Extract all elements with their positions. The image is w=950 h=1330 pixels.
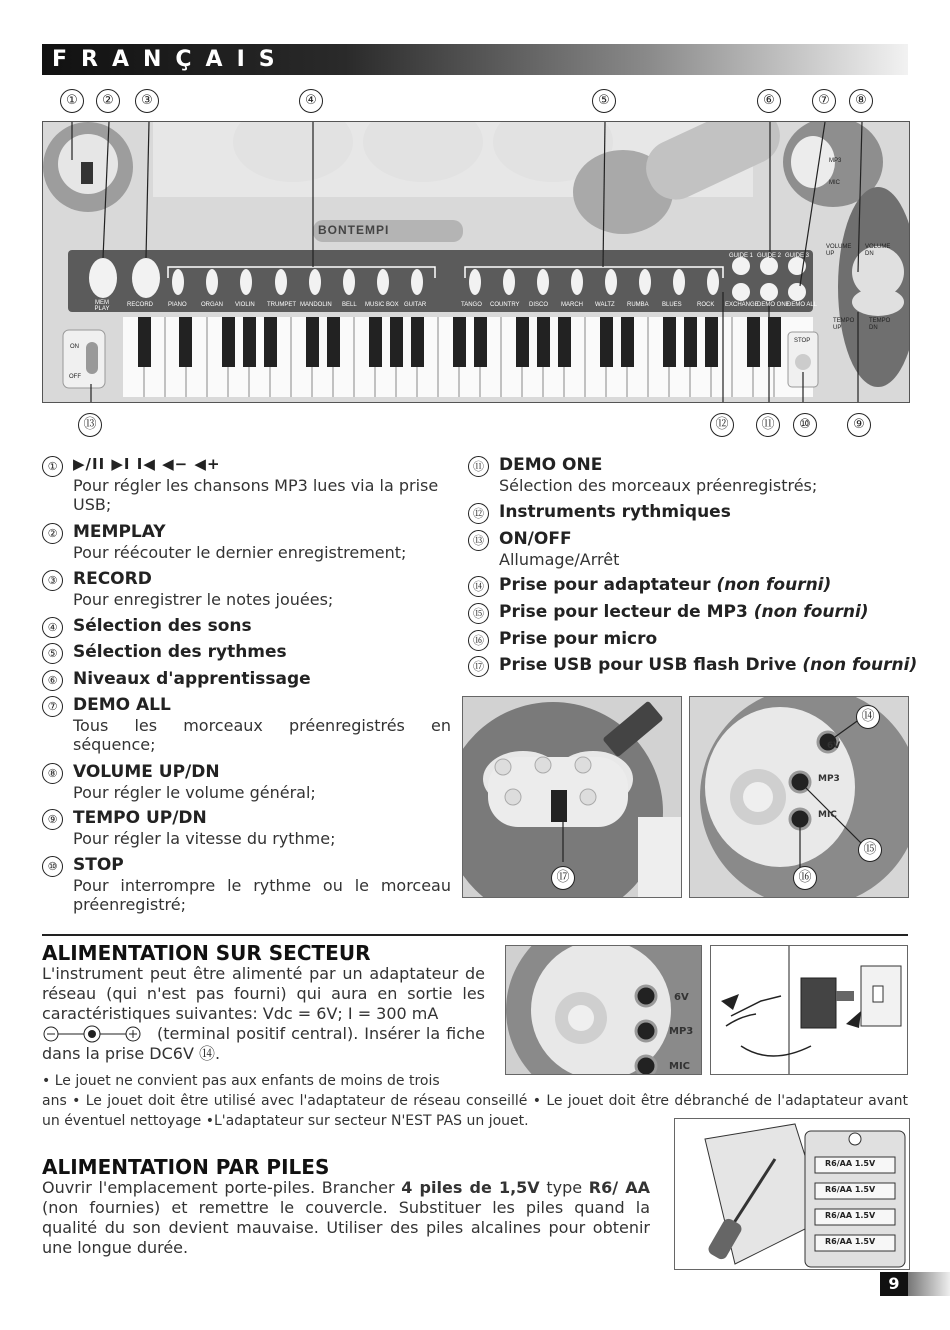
label-mandolin: MANDOLIN [300,302,332,308]
title-note: (non fourni) [716,575,832,595]
label-on: ON [70,344,79,350]
battery-paragraph [42,1178,650,1258]
item-number: ⑧ [42,763,63,784]
adapter-label-mic: MIC [669,1061,691,1072]
item-number: ⑯ [468,630,489,651]
label-volume-up: VOLUME UP [826,244,852,257]
label-country: COUNTRY [490,302,520,308]
battery-label-2: R6/AA 1.5V [825,1185,876,1194]
battery-title: ALIMENTATION PAR PILES [42,1155,330,1179]
battery-text-3: (non fournies) et remettre le couvercle. Substituer les piles quand la qualité du son devient mauvaise. Utiliser des piles alcalines pour obtenir une longue durée. [42,1198,650,1257]
battery-text-2: type [539,1178,589,1197]
keyboard-illustration [43,122,909,402]
usb-port-illustration [463,697,681,897]
usb-port-photo [462,696,682,898]
label-bell: BELL [342,302,357,308]
label-mem-play: MEM PLAY [94,300,110,312]
item-title: DEMO ONE [499,455,603,475]
callout-12: ⑫ [710,413,734,437]
battery-label-1: R6/AA 1.5V [825,1159,876,1168]
jack-label-mic: MIC [818,810,837,820]
label-waltz: WALTZ [595,302,615,308]
item-number: ⑤ [42,643,63,664]
item-title: VOLUME UP/DN [73,762,220,782]
label-exchange: EXCHANGE [725,302,759,308]
item-title: ON/OFF [499,529,572,549]
label-demo-one: DEMO ONE [757,302,790,308]
callout-7: ⑦ [812,89,836,113]
item-number: ⑰ [468,656,489,677]
language-header [42,44,908,75]
item-desc: Pour régler la vitesse du rythme; [73,829,336,848]
battery-label-4: R6/AA 1.5V [825,1237,876,1246]
label-off: OFF [69,374,81,380]
item-title: Prise pour micro [499,629,658,649]
item-title: Instruments rythmiques [499,502,731,522]
item-desc: Pour réécouter le dernier enregistrement; [73,543,407,562]
label-disco: DISCO [529,302,549,308]
list-item-1 [42,455,452,517]
label-guide-3: GUIDE 3 [785,253,810,259]
label-organ: ORGAN [201,302,224,308]
callout-10: ⑩ [793,413,817,437]
callout-6: ⑥ [757,89,781,113]
item-title [499,655,917,675]
label-violin: VIOLIN [235,302,255,308]
item-number: ① [42,456,63,477]
item-title [499,602,869,622]
item-number: ⑥ [42,670,63,691]
mains-title: ALIMENTATION SUR SECTEUR [42,941,371,965]
mains-paragraph-1: L'instrument peut être alimenté par un adaptateur de réseau (qui n'est pas fourni) qui aura en sortie les caractéristiques suivantes: Vdc = 6V; I = 300 mA [42,964,485,1023]
label-record: RECORD [127,302,154,308]
item-title: MEMPLAY [73,522,166,542]
item-number: ⑮ [468,603,489,624]
item-title: STOP [73,855,124,875]
title-note: (non fourni) [753,602,869,622]
callout-13: ⑬ [78,413,102,437]
label-blues: BLUES [662,302,682,308]
label-rock: ROCK [697,302,715,308]
item-desc: Pour régler le volume général; [73,783,316,802]
callout-1: ① [60,89,84,113]
page-number-gradient [908,1272,950,1296]
item-number: ④ [42,617,63,638]
title-text: Prise pour adaptateur [499,575,711,595]
section-divider [42,934,908,936]
battery-type: R6/ AA [588,1178,650,1197]
item-number: ⑨ [42,809,63,830]
label-trumpet: TRUMPET [267,302,296,308]
mains-paragraph-2: (terminal positif central). Insérer la fiche dans la prise DC6V ⑭. [42,1024,485,1063]
callout-14: ⑭ [856,705,880,729]
label-tango: TANGO [461,302,482,308]
battery-diagram [674,1118,910,1270]
callout-5: ⑤ [592,89,616,113]
page-number: 9 [880,1272,908,1296]
item-desc: Sélection des morceaux préenregistrés; [499,476,818,495]
item-title: RECORD [73,569,152,589]
item-number: ⑬ [468,530,489,551]
label-volume-dn: VOLUME DN [865,244,891,257]
item-desc: Pour régler les chansons MP3 lues via la prise USB; [73,476,439,514]
item-desc: Allumage/Arrêt [499,550,620,569]
battery-count: 4 piles de 1,5V [401,1178,540,1197]
mains-warning-line-2: ans • Le jouet doit être utilisé avec l'adaptateur de réseau conseillé • Le jouet doit être débranché de l'adaptateur avant un éventuel nettoyage •L'adaptateur sur secteur N'EST PAS un jouet. [42,1093,908,1129]
label-rumba: RUMBA [627,302,649,308]
callout-3: ③ [135,89,159,113]
item-number: ⑫ [468,503,489,524]
item-title: DEMO ALL [73,695,171,715]
callout-16: ⑯ [793,866,817,890]
keyboard-figure [42,121,910,403]
title-note: (non fourni) [802,655,918,675]
label-march: MARCH [561,302,583,308]
callout-2: ② [96,89,120,113]
item-title: Sélection des sons [73,616,252,636]
callout-4: ④ [299,89,323,113]
label-guide-1: GUIDE 1 [729,253,754,259]
adapter-jack-photo [505,945,702,1075]
jack-label-6v: 6V [827,741,841,751]
plug-illustration [711,946,907,1074]
item-desc: Pour interrompre le rythme ou le morceau préenregistré; [73,876,451,914]
adapter-jack-illustration [506,946,701,1074]
label-mic: MIC [829,180,840,186]
item-number: ⑭ [468,576,489,597]
label-guide-2: GUIDE 2 [757,253,782,259]
title-text: Prise pour lecteur de MP3 [499,602,748,622]
callout-17: ⑰ [551,866,575,890]
battery-illustration [675,1119,909,1269]
callout-11: ⑪ [756,413,780,437]
item-title: Sélection des rythmes [73,642,287,662]
item-desc: Pour enregistrer le notes jouées; [73,590,334,609]
callout-15: ⑮ [858,838,882,862]
language-title: FRANÇAIS [52,47,289,72]
label-tempo-up: TEMPO UP [833,318,855,331]
label-piano: PIANO [168,302,187,308]
label-guitar: GUITAR [404,302,427,308]
label-stop: STOP [794,338,811,344]
mains-warning-line-1: • Le jouet ne convient pas aux enfants de moins de trois [42,1073,440,1089]
label-mp3: MP3 [829,158,842,164]
callout-9: ⑨ [847,413,871,437]
adapter-label-6v: 6V [674,992,689,1003]
item-title [499,575,831,595]
adapter-label-mp3: MP3 [669,1026,694,1037]
label-tempo-dn: TEMPO DN [869,318,891,331]
item-number: ⑦ [42,696,63,717]
item-number: ⑪ [468,456,489,477]
callout-8: ⑧ [849,89,873,113]
item-number: ⑩ [42,856,63,877]
title-text: Prise USB pour USB flash Drive [499,655,797,675]
media-controls-icons: ▶/II ▶I I◀ ◀− ◀+ [73,455,221,473]
label-demo-all: DEMO ALL [787,302,818,308]
battery-label-3: R6/AA 1.5V [825,1211,876,1220]
jack-label-mp3: MP3 [818,774,840,784]
item-title: TEMPO UP/DN [73,808,207,828]
brand-logo: BONTEMPI [318,223,390,237]
item-desc: Tous les morceaux préenregistrés en séquence; [73,716,451,754]
battery-text-1: Ouvrir l'emplacement porte-piles. Brancher [42,1178,402,1197]
item-number: ② [42,523,63,544]
label-music-box: MUSIC BOX [365,302,399,308]
item-number: ③ [42,570,63,591]
item-title: Niveaux d'apprentissage [73,669,311,689]
plug-diagram [710,945,908,1075]
